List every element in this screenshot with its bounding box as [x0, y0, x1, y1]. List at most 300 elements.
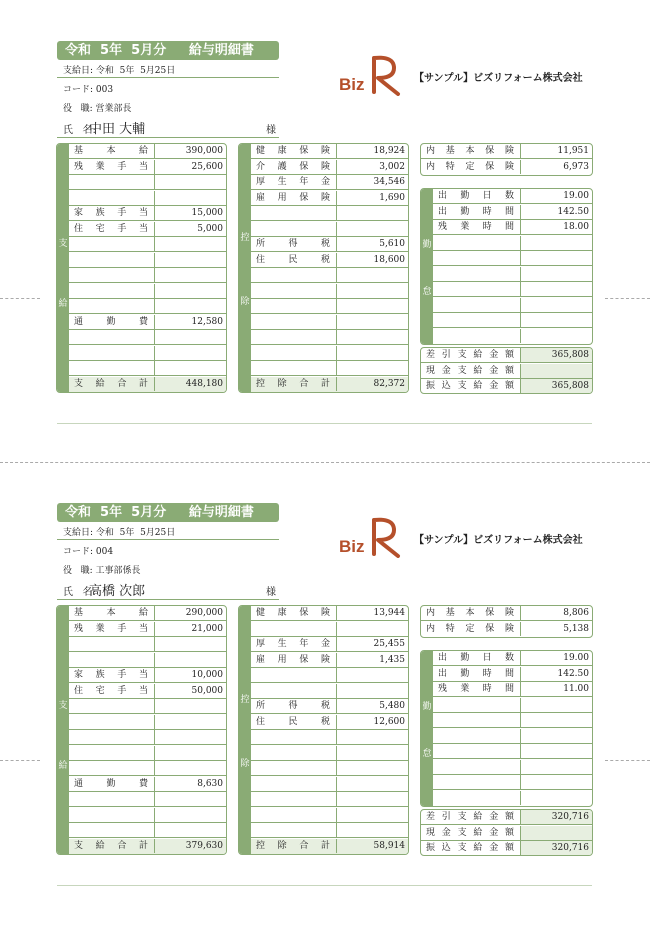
deductions-side-label: 控 除 [239, 606, 251, 854]
honorific: 様 [266, 587, 276, 598]
table-row [69, 808, 226, 823]
row-label: 振込支給金額 [421, 379, 521, 393]
table-row [251, 761, 408, 776]
row-label [69, 699, 155, 713]
row-value [337, 746, 408, 760]
row-value: 5,610 [379, 239, 405, 249]
table-row [421, 364, 592, 379]
employee-position: 役 職: 営業部長 [63, 104, 132, 114]
row-value [337, 346, 408, 360]
row-label: 控除合計 [251, 377, 337, 391]
row-value: 12,580 [191, 316, 223, 327]
table-row [421, 841, 592, 856]
row-value: 18,924 [373, 146, 405, 156]
row-value: 5,000 [197, 223, 223, 234]
row-value: 34,546 [373, 177, 405, 187]
table-row [251, 653, 408, 668]
row-value [155, 191, 226, 205]
deductions-table [238, 605, 409, 855]
row-value [155, 175, 226, 189]
divider [57, 539, 279, 540]
row-value [521, 282, 592, 296]
table-row [251, 622, 408, 637]
row-label: 雇用保険 [251, 653, 337, 667]
table-row [69, 746, 226, 761]
divider [57, 77, 279, 78]
row-value: 290,000 [185, 608, 223, 618]
row-value [337, 777, 408, 791]
row-label [251, 361, 337, 375]
row-value [337, 268, 408, 282]
cut-mark [605, 760, 650, 761]
row-value: 18.00 [563, 222, 589, 232]
row-value [521, 329, 592, 343]
row-label [69, 715, 155, 729]
table-row [69, 299, 226, 314]
row-value [337, 823, 408, 837]
employee-code: コード: 003 [63, 85, 114, 95]
table-row [251, 792, 408, 807]
row-label [251, 792, 337, 806]
table-row [421, 379, 592, 394]
table-row [433, 205, 592, 220]
table-row [251, 144, 408, 159]
table-row [251, 668, 408, 683]
row-label: 振込支給金額 [421, 841, 521, 855]
row-value [337, 330, 408, 344]
row-value [521, 698, 592, 712]
table-row [251, 237, 408, 252]
row-label: 残業手当 [69, 622, 155, 636]
row-value [521, 826, 592, 840]
row-value [155, 284, 226, 298]
table-row [69, 160, 226, 175]
table-row [69, 284, 226, 299]
row-label: 家族手当 [69, 206, 155, 220]
pay-date: 支給日: 令和 5年 5月25日 [63, 66, 176, 76]
insurance-breakdown [420, 143, 593, 176]
table-row [69, 699, 226, 714]
attendance-table [420, 188, 593, 345]
row-value: 365,808 [521, 348, 592, 362]
row-label [251, 746, 337, 760]
row-label [69, 268, 155, 282]
row-value: 10,000 [191, 670, 223, 680]
cut-mark [0, 298, 40, 299]
row-label: 内特定保険 [421, 622, 521, 636]
table-row [433, 698, 592, 713]
name-label: 氏 名: [63, 587, 96, 598]
row-label [69, 191, 155, 205]
row-label: 残業時間 [433, 682, 521, 696]
insurance-breakdown [420, 605, 593, 638]
table-row [433, 189, 592, 204]
row-label [69, 653, 155, 667]
row-label [433, 760, 521, 774]
row-value: 320,716 [521, 810, 592, 824]
row-label: 健康保険 [251, 144, 337, 158]
payments-table [56, 605, 227, 855]
row-value [521, 313, 592, 327]
table-row [69, 206, 226, 221]
row-label [69, 761, 155, 775]
table-row [433, 282, 592, 297]
row-label: 健康保険 [251, 606, 337, 620]
row-value [155, 361, 226, 375]
row-label [433, 313, 521, 327]
row-value [521, 267, 592, 281]
payments-side-label: 支 給 [57, 606, 69, 854]
row-label: 厚生年金 [251, 637, 337, 651]
company-logo [338, 514, 404, 558]
table-row [251, 268, 408, 283]
row-label [69, 823, 155, 837]
row-value: 379,630 [155, 839, 226, 853]
table-row [69, 361, 226, 376]
row-label: 所得税 [251, 699, 337, 713]
logo-text: Biz [339, 537, 365, 556]
table-row [421, 622, 592, 637]
row-label [433, 791, 521, 805]
table-row [69, 253, 226, 268]
row-label [251, 222, 337, 236]
row-value [155, 637, 226, 651]
row-label: 住宅手当 [69, 684, 155, 698]
table-row [251, 699, 408, 714]
row-value: 3,002 [379, 161, 405, 172]
table-row [69, 637, 226, 652]
payslip [0, 462, 650, 902]
row-value [521, 791, 592, 805]
row-value [155, 746, 226, 760]
row-value [337, 684, 408, 698]
row-value [337, 622, 408, 636]
row-label: 支給合計 [69, 377, 155, 391]
row-value [155, 761, 226, 775]
row-value: 50,000 [191, 685, 223, 696]
row-label: 現金支給金額 [421, 826, 521, 840]
row-label: 支給合計 [69, 839, 155, 853]
row-label [251, 206, 337, 220]
table-row [69, 777, 226, 792]
row-value [155, 237, 226, 251]
row-label [69, 284, 155, 298]
table-row [69, 668, 226, 683]
row-value [337, 222, 408, 236]
row-label [251, 284, 337, 298]
slip-title: 令和 5年 5月分 給与明細書 [57, 41, 279, 60]
row-value: 11.00 [563, 684, 589, 694]
row-label [433, 236, 521, 250]
row-label: 通勤費 [69, 315, 155, 329]
row-label: 残業手当 [69, 160, 155, 174]
net-pay-summary [420, 347, 593, 394]
table-row [251, 191, 408, 206]
table-row [433, 682, 592, 697]
row-label [69, 808, 155, 822]
row-label: 出勤時間 [433, 667, 521, 681]
table-row [69, 684, 226, 699]
row-label: 住民税 [251, 253, 337, 267]
table-row [251, 823, 408, 838]
row-label [433, 729, 521, 743]
row-value: 5,138 [563, 623, 589, 634]
row-value [155, 715, 226, 729]
row-value: 12,600 [373, 716, 405, 727]
payments-table [56, 143, 227, 393]
row-label: 出勤日数 [433, 651, 521, 665]
table-row [251, 361, 408, 376]
company-logo [338, 52, 404, 96]
row-label [69, 730, 155, 744]
row-label: 基本給 [69, 144, 155, 158]
row-value [337, 668, 408, 682]
table-row [433, 267, 592, 282]
company-name: 【サンプル】ビズリフォーム株式会社 [414, 535, 583, 546]
row-value: 448,180 [155, 377, 226, 391]
row-label: 所得税 [251, 237, 337, 251]
row-value [521, 729, 592, 743]
row-value: 13,944 [373, 608, 405, 618]
table-row [251, 684, 408, 699]
row-value: 8,630 [197, 778, 223, 789]
row-label [69, 746, 155, 760]
row-label: 家族手当 [69, 668, 155, 682]
table-row [251, 746, 408, 761]
row-value [155, 730, 226, 744]
row-label: 残業時間 [433, 220, 521, 234]
table-row [433, 775, 592, 790]
row-label [69, 330, 155, 344]
row-value [521, 775, 592, 789]
row-label [69, 792, 155, 806]
row-value [155, 823, 226, 837]
row-label [251, 668, 337, 682]
table-row [251, 606, 408, 621]
attendance-side-label: 勤 怠 [421, 651, 433, 806]
table-row [69, 715, 226, 730]
table-row [251, 284, 408, 299]
row-value [155, 792, 226, 806]
row-value: 142.50 [557, 668, 589, 679]
row-value: 58,914 [337, 839, 408, 853]
row-label [251, 730, 337, 744]
row-value [155, 268, 226, 282]
table-row [433, 329, 592, 344]
row-value [521, 298, 592, 312]
total-row [251, 839, 408, 854]
row-value: 320,716 [521, 841, 592, 855]
row-value [337, 206, 408, 220]
row-value [155, 808, 226, 822]
row-label [433, 744, 521, 758]
row-label: 内特定保険 [421, 160, 521, 174]
deductions-table [238, 143, 409, 393]
table-row [251, 222, 408, 237]
row-value [155, 653, 226, 667]
row-value [521, 251, 592, 265]
row-label [433, 267, 521, 281]
row-value [337, 299, 408, 313]
row-value: 390,000 [185, 146, 223, 156]
row-label [251, 777, 337, 791]
row-label: 雇用保険 [251, 191, 337, 205]
table-row [69, 191, 226, 206]
row-value: 15,000 [191, 208, 223, 218]
row-label [69, 346, 155, 360]
row-value [337, 315, 408, 329]
table-row [433, 220, 592, 235]
table-row [251, 253, 408, 268]
table-row [421, 826, 592, 841]
table-row [433, 713, 592, 728]
row-label: 控除合計 [251, 839, 337, 853]
row-value [337, 284, 408, 298]
cut-line [0, 462, 650, 463]
row-label: 内基本保険 [421, 144, 521, 158]
table-row [251, 730, 408, 745]
honorific: 様 [266, 125, 276, 136]
table-row [69, 823, 226, 838]
slip-bottom-rule [57, 885, 592, 886]
table-row [433, 760, 592, 775]
table-row [433, 251, 592, 266]
row-label: 出勤時間 [433, 205, 521, 219]
table-row [421, 160, 592, 175]
row-value: 82,372 [337, 377, 408, 391]
table-row [251, 330, 408, 345]
row-value [155, 330, 226, 344]
row-value [155, 346, 226, 360]
row-value: 8,806 [563, 608, 589, 618]
employee-name: 中田 大輔 [89, 122, 146, 137]
row-label: 内基本保険 [421, 606, 521, 620]
row-label: 基本給 [69, 606, 155, 620]
total-row [69, 377, 226, 392]
row-value: 142.50 [557, 206, 589, 217]
table-row [69, 346, 226, 361]
row-value [521, 713, 592, 727]
row-label [251, 622, 337, 636]
table-row [251, 637, 408, 652]
table-row [69, 237, 226, 252]
row-label [69, 361, 155, 375]
table-row [251, 206, 408, 221]
slip-title: 令和 5年 5月分 給与明細書 [57, 503, 279, 522]
row-label [251, 346, 337, 360]
row-label [433, 282, 521, 296]
employee-code: コード: 004 [63, 547, 114, 557]
row-value [337, 361, 408, 375]
row-value: 6,973 [563, 161, 589, 172]
table-row [251, 715, 408, 730]
row-label [433, 251, 521, 265]
table-row [421, 606, 592, 621]
table-row [69, 144, 226, 159]
deductions-side-label: 控 除 [239, 144, 251, 392]
attendance-side-label: 勤 怠 [421, 189, 433, 344]
total-row [69, 839, 226, 854]
row-label [433, 698, 521, 712]
employee-name: 高橋 次郎 [89, 584, 146, 599]
table-row [251, 777, 408, 792]
net-pay-summary [420, 809, 593, 856]
table-row [69, 175, 226, 190]
row-label [251, 268, 337, 282]
table-row [421, 810, 592, 825]
row-label [433, 329, 521, 343]
row-value: 365,808 [521, 379, 592, 393]
table-row [251, 315, 408, 330]
row-value [155, 699, 226, 713]
payments-side-label: 支 給 [57, 144, 69, 392]
row-label [69, 299, 155, 313]
table-row [433, 667, 592, 682]
slip-bottom-rule [57, 423, 592, 424]
row-label [433, 713, 521, 727]
attendance-table [420, 650, 593, 807]
row-value: 19.00 [563, 653, 589, 663]
row-value: 18,600 [373, 254, 405, 265]
row-label: 住民税 [251, 715, 337, 729]
row-label: 出勤日数 [433, 189, 521, 203]
table-row [69, 730, 226, 745]
pay-date: 支給日: 令和 5年 5月25日 [63, 528, 176, 538]
name-label: 氏 名: [63, 125, 96, 136]
table-row [421, 348, 592, 363]
row-value: 25,600 [191, 161, 223, 172]
row-value [337, 808, 408, 822]
table-row [433, 236, 592, 251]
table-row [251, 808, 408, 823]
row-label [251, 808, 337, 822]
row-label: 介護保険 [251, 160, 337, 174]
row-value [337, 730, 408, 744]
row-label [251, 315, 337, 329]
row-value: 5,480 [379, 701, 405, 711]
divider [57, 599, 279, 600]
table-row [433, 313, 592, 328]
row-value: 11,951 [557, 146, 589, 156]
table-row [251, 299, 408, 314]
row-label [251, 823, 337, 837]
row-label: 差引支給金額 [421, 348, 521, 362]
row-label [69, 237, 155, 251]
table-row [433, 744, 592, 759]
row-value [155, 299, 226, 313]
table-row [69, 622, 226, 637]
company-name: 【サンプル】ビズリフォーム株式会社 [414, 73, 583, 84]
row-value: 1,690 [379, 192, 405, 203]
row-label: 現金支給金額 [421, 364, 521, 378]
row-label [69, 175, 155, 189]
row-value [155, 253, 226, 267]
cut-mark [0, 760, 40, 761]
row-label [251, 684, 337, 698]
row-label [251, 330, 337, 344]
table-row [69, 606, 226, 621]
row-value [337, 792, 408, 806]
row-label [251, 299, 337, 313]
row-value [521, 744, 592, 758]
table-row [433, 729, 592, 744]
table-row [69, 653, 226, 668]
row-label: 住宅手当 [69, 222, 155, 236]
cut-mark [605, 298, 650, 299]
row-value: 21,000 [191, 623, 223, 634]
total-row [251, 377, 408, 392]
payslip [0, 0, 650, 440]
